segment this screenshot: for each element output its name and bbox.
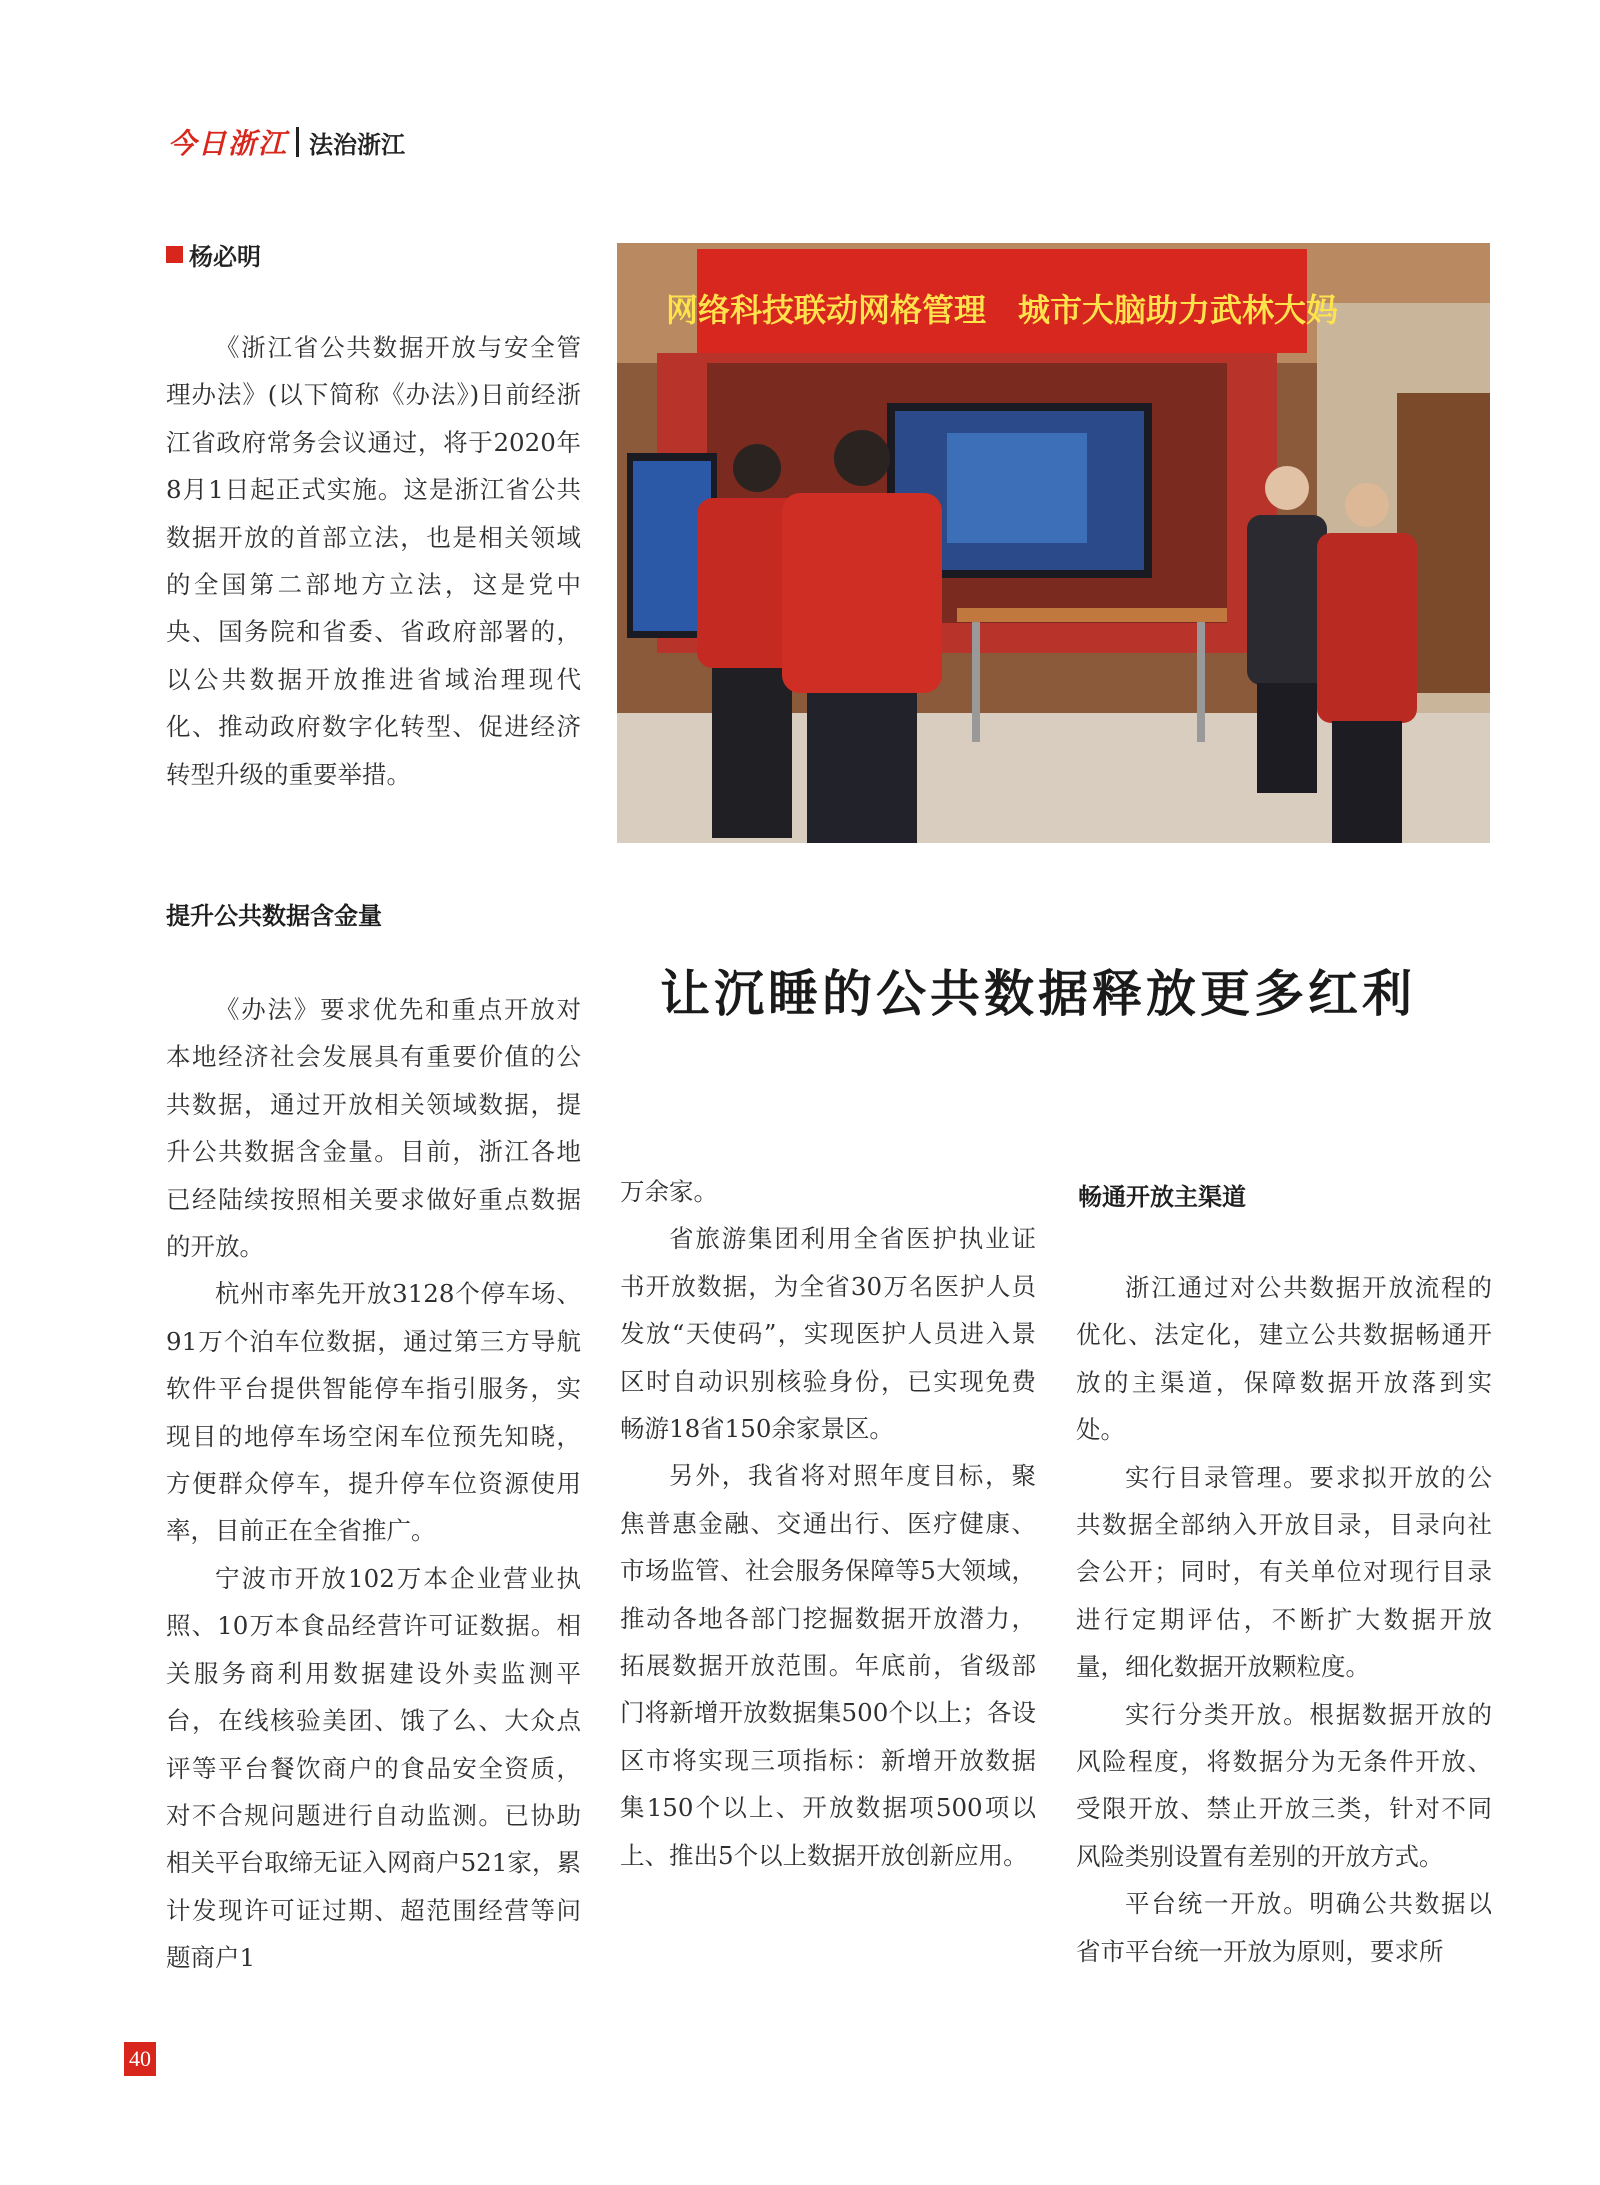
article-title: 让沉睡的公共数据释放更多红利 bbox=[660, 964, 1416, 1023]
magazine-logo: 今日浙江 bbox=[168, 127, 289, 160]
lede-column bbox=[166, 324, 581, 798]
lede-paragraph: 《浙江省公共数据开放与安全管理办法》(以下简称《办法》)日前经浙江省政府常务会议通过，将于2020年8月1日起正式实施。这是浙江省公共数据开放的首部立法，也是相关领域的全国第二部地方立法，这是党中央、国务院和省委、省政府部署的，以公共数据开放推进省域治理现代化、推动政府数字化转型、促进经济转型升级的重要举措。 bbox=[166, 333, 581, 789]
section-name: 法治浙江 bbox=[309, 130, 406, 159]
paragraph: 实行目录管理。要求拟开放的公共数据全部纳入开放目录，目录向社会公开；同时，有关单位对现行目录进行定期评估，不断扩大数据开放量，细化数据开放颗粒度。 bbox=[1076, 1462, 1492, 1682]
article-photo bbox=[617, 243, 1490, 843]
page-number: 40 bbox=[124, 2042, 156, 2076]
photo-banner-text: 网络科技联动网格管理 城市大脑助力武林大妈 bbox=[665, 291, 1339, 329]
paragraph: 《办法》要求优先和重点开放对本地经济社会发展具有重要价值的公共数据，通过开放相关领域数据，提升公共数据含金量。目前，浙江各地已经陆续按照相关要求做好重点数据的开放。 bbox=[166, 995, 581, 1262]
paragraph: 宁波市开放102万本企业营业执照、10万本食品经营许可证数据。相关服务商利用数据建设外卖监测平台，在线核验美团、饿了么、大众点评等平台餐饮商户的食品安全资质，对不合规问题进行自动监测。已协助相关平台取缔无证入网商户521家，累计发现许可证过期、超范围经营等问题商户1 bbox=[166, 1563, 581, 1973]
author-byline bbox=[166, 237, 261, 272]
subheading-1: 提升公共数据含金量 bbox=[166, 902, 382, 930]
paragraph-continued: 万余家。 bbox=[620, 1177, 718, 1206]
body-column-2 bbox=[620, 1168, 1036, 1879]
paragraph: 浙江通过对公共数据开放流程的优化、法定化，建立公共数据畅通开放的主渠道，保障数据开放落到实处。 bbox=[1076, 1273, 1492, 1445]
author-name: 杨必明 bbox=[189, 243, 261, 271]
body-column-1 bbox=[166, 986, 581, 1982]
paragraph: 另外，我省将对照年度目标，聚焦普惠金融、交通出行、医疗健康、市场监管、社会服务保障等5大领域，推动各地各部门挖掘数据开放潜力，拓展数据开放范围。年底前，省级部门将新增开放数据集500个以上；各设区市将实现三项指标：新增开放数据集150个以上、开放数据项500项以上、推出5个以上数据开放创新应用。 bbox=[620, 1461, 1036, 1870]
masthead bbox=[168, 124, 405, 160]
red-square-icon bbox=[166, 246, 183, 263]
masthead-divider bbox=[296, 127, 299, 157]
paragraph: 实行分类开放。根据数据开放的风险程度，将数据分为无条件开放、受限开放、禁止开放三类，针对不同风险类别设置有差别的开放方式。 bbox=[1076, 1699, 1492, 1871]
paragraph: 省旅游集团利用全省医护执业证书开放数据，为全省30万名医护人员发放“天使码”，实现医护人员进入景区时自动识别核验身份，已实现免费畅游18省150余家景区。 bbox=[620, 1224, 1036, 1444]
body-column-3 bbox=[1076, 1264, 1492, 1975]
paragraph: 杭州市率先开放3128个停车场、91万个泊车位数据，通过第三方导航软件平台提供智能停车指引服务，实现目的地停车场空闲车位预先知晓，方便群众停车，提升停车位资源使用率，目前正在全省推广。 bbox=[166, 1279, 581, 1546]
paragraph: 平台统一开放。明确公共数据以省市平台统一开放为原则，要求所 bbox=[1076, 1889, 1492, 1966]
subheading-2: 畅通开放主渠道 bbox=[1078, 1183, 1246, 1211]
